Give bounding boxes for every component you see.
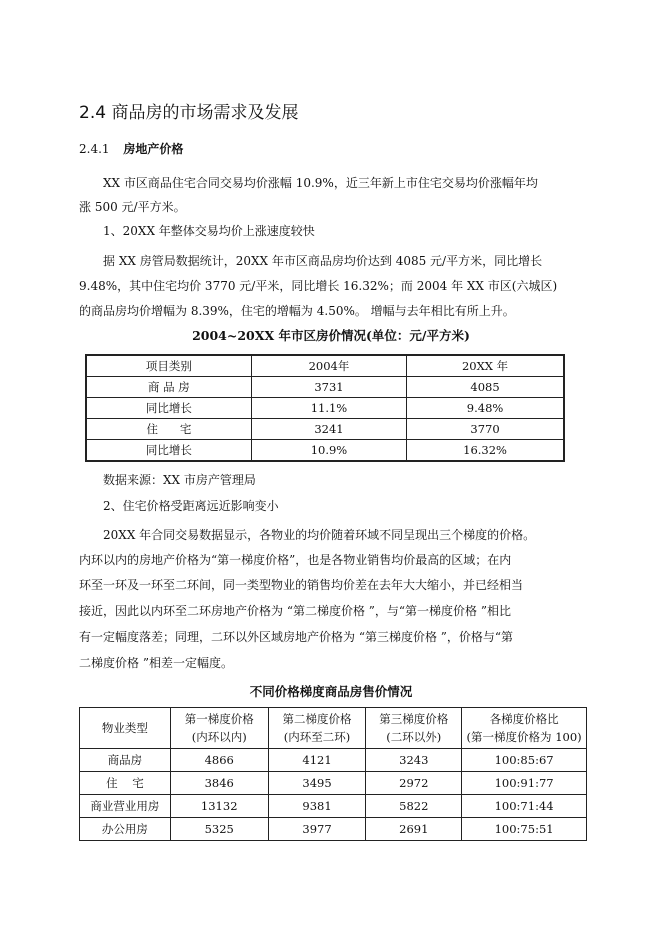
table-cell: 10.9% [251,440,406,462]
table-cell: 商 品 房 [86,377,251,398]
table-cell: 100:71:44 [462,795,587,818]
table-cell: 办公用房 [80,818,171,841]
table-cell: 商业营业用房 [80,795,171,818]
subsection-number: 2.4.1 [79,142,110,156]
table-row [80,818,587,841]
table-cell: 16.32% [407,440,564,462]
table-header-cell: 2004年 [251,355,406,377]
section-number: 2.4 [79,103,107,123]
price-tier-table [79,707,587,841]
house-price-table [85,354,565,462]
table-cell: 100:91:77 [462,772,587,795]
table-cell: 4121 [268,749,366,772]
table-cell: 同比增长 [86,440,251,462]
paragraph-line: 环至一环及一环至二环间，同一类型物业的销售均价差在去年大大缩小，并已经相当 [79,578,524,592]
table-cell: 5822 [366,795,462,818]
table-cell: 3243 [366,749,462,772]
section-title: 商品房的市场需求及发展 [111,103,299,123]
table-header-cell: 第三梯度价格 (二环以外) [366,708,462,749]
paragraph-line: 据 XX 房管局数据统计，20XX 年市区商品房均价达到 4085 元/平方米，同比增长 [103,254,543,268]
table-cell: 3770 [407,419,564,440]
paragraph-line: 的商品房均价增幅为 8.39%，住宅的增幅为 4.50%。 增幅与去年相比有所上升。 [79,304,515,318]
table-cell: 商品房 [80,749,171,772]
table-row [86,440,564,462]
table-row [80,749,587,772]
table-cell: 4866 [170,749,268,772]
paragraph-line: 内环以内的房地产价格为“第一梯度价格”，也是各物业销售均价最高的区域；在内 [79,553,512,567]
table-row [86,419,564,440]
list-item: 1、20XX 年整体交易均价上涨速度较快 [103,224,315,238]
table-header-row [86,355,564,377]
table-header-row [80,708,587,749]
table-cell: 3241 [251,419,406,440]
table-cell: 100:85:67 [462,749,587,772]
table-cell: 4085 [407,377,564,398]
paragraph-line: 9.48%，其中住宅均价 3770 元/平米，同比增长 16.32%；而 2004 年 XX 市区(六城区) [79,279,558,293]
table-header-cell: 第二梯度价格 (内环至二环) [268,708,366,749]
subsection-heading [79,140,183,157]
table-cell: 11.1% [251,398,406,419]
table-header-cell: 第一梯度价格 (内环以内) [170,708,268,749]
table-header-cell: 各梯度价格比 (第一梯度价格为 100) [462,708,587,749]
table-cell: 13132 [170,795,268,818]
paragraph-line: 接近，因此以内环至二环房地产价格为 “第二梯度价格 ”，与“第一梯度价格 ”相比 [79,604,511,618]
paragraph-line: XX 市区商品住宅合同交易均价涨幅 10.9%，近三年新上市住宅交易均价涨幅年均 [103,176,538,190]
table-cell: 3846 [170,772,268,795]
table-header-cell: 20XX 年 [407,355,564,377]
table-cell: 9.48% [407,398,564,419]
paragraph-line: 二梯度价格 ”相差一定幅度。 [79,656,233,670]
table-cell: 9381 [268,795,366,818]
table-cell: 住 宅 [86,419,251,440]
table-cell: 3731 [251,377,406,398]
table2-caption: 不同价格梯度商品房售价情况 [249,684,413,699]
paragraph-line: 20XX 年合同交易数据显示，各物业的均价随着环域不同呈现出三个梯度的价格。 [103,528,536,542]
paragraph-line: 有一定幅度落差；同理，二环以外区域房地产价格为 “第三梯度价格 ”，价格与“第 [79,630,514,644]
table-row [86,377,564,398]
table-cell: 100:75:51 [462,818,587,841]
table-row [80,772,587,795]
table-cell: 同比增长 [86,398,251,419]
table-cell: 5325 [170,818,268,841]
paragraph-line: 涨 500 元/平方米。 [79,200,186,214]
table-row [80,795,587,818]
table-header-cell: 项目类别 [86,355,251,377]
subsection-title: 房地产价格 [123,142,184,156]
table-row [86,398,564,419]
table1-caption: 2004~20XX 年市区房价情况(单位：元/平方米) [192,328,470,343]
table-cell: 2691 [366,818,462,841]
table-cell: 3495 [268,772,366,795]
data-source: 数据来源：XX 市房产管理局 [103,473,256,487]
table-header-cell: 物业类型 [80,708,171,749]
table-cell: 住 宅 [80,772,171,795]
list-item: 2、住宅价格受距离远近影响变小 [103,499,279,513]
table-cell: 3977 [268,818,366,841]
table-cell: 2972 [366,772,462,795]
section-heading [79,98,298,123]
